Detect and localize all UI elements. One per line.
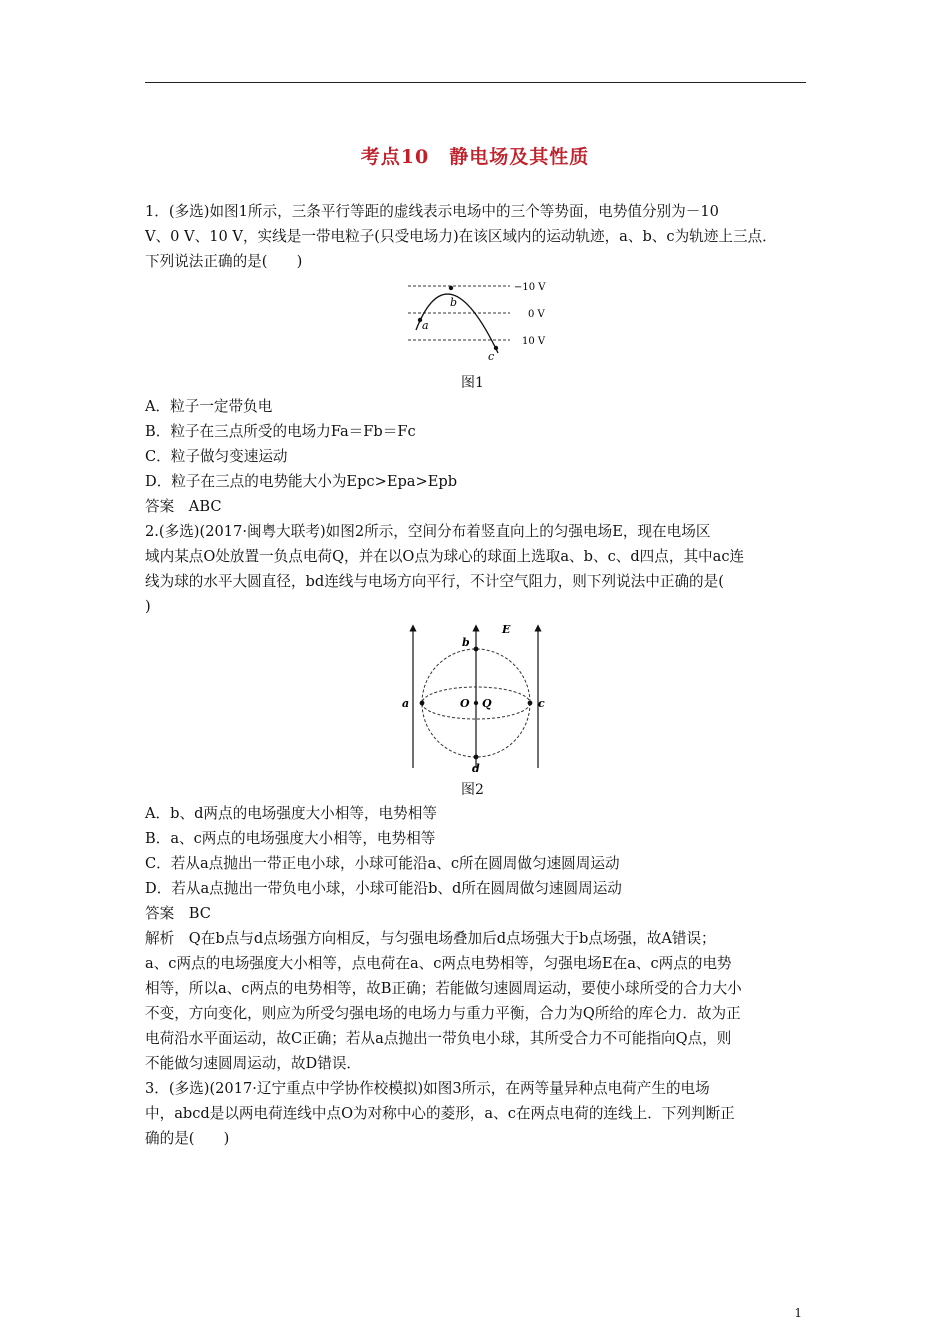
point-a-dot (420, 701, 425, 706)
header-rule (145, 82, 806, 83)
figure-2-sphere-diagram (395, 620, 555, 775)
charge-q-dot (474, 701, 478, 705)
q2-analysis-line-4: 不变，方向变化，则应为所受匀强电场的电场力与重力平衡，合力为Q所给的库仑力．故为正 (145, 1005, 741, 1022)
q3-line-1: 3．(多选)(2017·辽宁重点中学协作校模拟)如图3所示，在两等量异种点电荷产生的电场 (145, 1080, 710, 1097)
fig2-label-c: c (538, 697, 545, 710)
q2-analysis-line-1: 解析 Q在b点与d点场强方向相反，与匀强电场叠加后d点场强大于b点场强，故A错误； (145, 930, 716, 947)
page-number: 1 (794, 1306, 802, 1320)
point-b-dot (474, 647, 479, 652)
q1-answer: 答案 ABC (145, 498, 222, 515)
point-b-dot (449, 286, 453, 290)
q2-analysis-line-2: a、c两点的电场强度大小相等，点电荷在a、c两点电势相等，匀强电场E在a、c两点的电势 (145, 955, 732, 972)
potential-label-0v: 0 V (528, 309, 545, 320)
q2-option-c: C．若从a点抛出一带正电小球，小球可能沿a、c所在圆周做匀速圆周运动 (145, 855, 620, 872)
q2-analysis-line-3: 相等，所以a、c两点的电势相等，故B正确；若能做匀速圆周运动，要使小球所受的合力大小 (145, 980, 742, 997)
fig1-point-b-label: b (450, 296, 458, 309)
q2-analysis-line-5: 电荷沿水平面运动，故C正确；若从a点抛出一带负电小球，其所受合力不可能指向Q点，则 (145, 1030, 732, 1047)
fig2-label-b: b (462, 636, 470, 649)
q2-analysis-line-6: 不能做匀速圆周运动，故D错误． (145, 1055, 362, 1072)
q2-line-3: 线为球的水平大圆直径，bd连线与电场方向平行，不计空气阻力，则下列说法中正确的是( (145, 573, 724, 590)
fig2-label-o: O (460, 697, 470, 710)
q1-option-b: B．粒子在三点所受的电场力Fa＝Fb＝Fc (145, 423, 416, 440)
page-title: 考点10 静电场及其性质 (360, 146, 590, 168)
q3-line-3: 确的是( ) (145, 1130, 230, 1147)
potential-label-10v: 10 V (522, 336, 546, 347)
q2-option-d: D．若从a点抛出一带负电小球，小球可能沿b、d所在圆周做匀速圆周运动 (145, 880, 622, 897)
point-c-dot (528, 701, 533, 706)
fig2-label-q: Q (482, 697, 492, 710)
figure-2-caption: 图2 (461, 782, 484, 798)
potential-label-minus-10v: −10 V (514, 282, 546, 293)
q1-option-c: C．粒子做匀变速运动 (145, 448, 288, 465)
point-d-dot (474, 755, 479, 760)
fig2-label-d: d (472, 762, 480, 775)
q1-option-a: A．粒子一定带负电 (145, 398, 273, 415)
q2-option-b: B．a、c两点的电场强度大小相等，电势相等 (145, 830, 436, 847)
fig2-label-a: a (402, 697, 410, 710)
q2-line-4: ) (145, 598, 151, 615)
q2-answer: 答案 BC (145, 905, 211, 922)
fig1-point-a-label: a (422, 319, 429, 332)
q2-option-a: A．b、d两点的电场强度大小相等，电势相等 (145, 805, 437, 822)
figure-1-caption: 图1 (461, 375, 484, 391)
q2-line-2: 域内某点O处放置一负点电荷Q，并在以O点为球心的球面上选取a、b、c、d四点，其中ac连 (145, 548, 745, 565)
q1-line-1: 1．(多选)如图1所示，三条平行等距的虚线表示电场中的三个等势面，电势值分别为－10 (145, 203, 719, 220)
q1-line-2: V、0 V、10 V，实线是一带电粒子(只受电场力)在该区域内的运动轨迹，a、b、c为轨迹上三点． (145, 228, 777, 245)
fig1-point-c-label: c (488, 350, 495, 363)
q1-option-d: D．粒子在三点的电势能大小为Epc>Epa>Epb (145, 473, 458, 490)
q2-line-1: 2.(多选)(2017·闽粤大联考)如图2所示，空间分布着竖直向上的匀强电场E，现在电场区 (145, 523, 711, 540)
fig2-label-e: E (502, 623, 511, 636)
point-c-dot (494, 346, 498, 350)
q1-line-3: 下列说法正确的是( ) (145, 253, 303, 270)
figure-1-equipotential-diagram (400, 276, 560, 366)
q3-line-2: 中，abcd是以两电荷连线中点O为对称中心的菱形，a、c在两点电荷的连线上．下列判断正 (145, 1105, 735, 1122)
